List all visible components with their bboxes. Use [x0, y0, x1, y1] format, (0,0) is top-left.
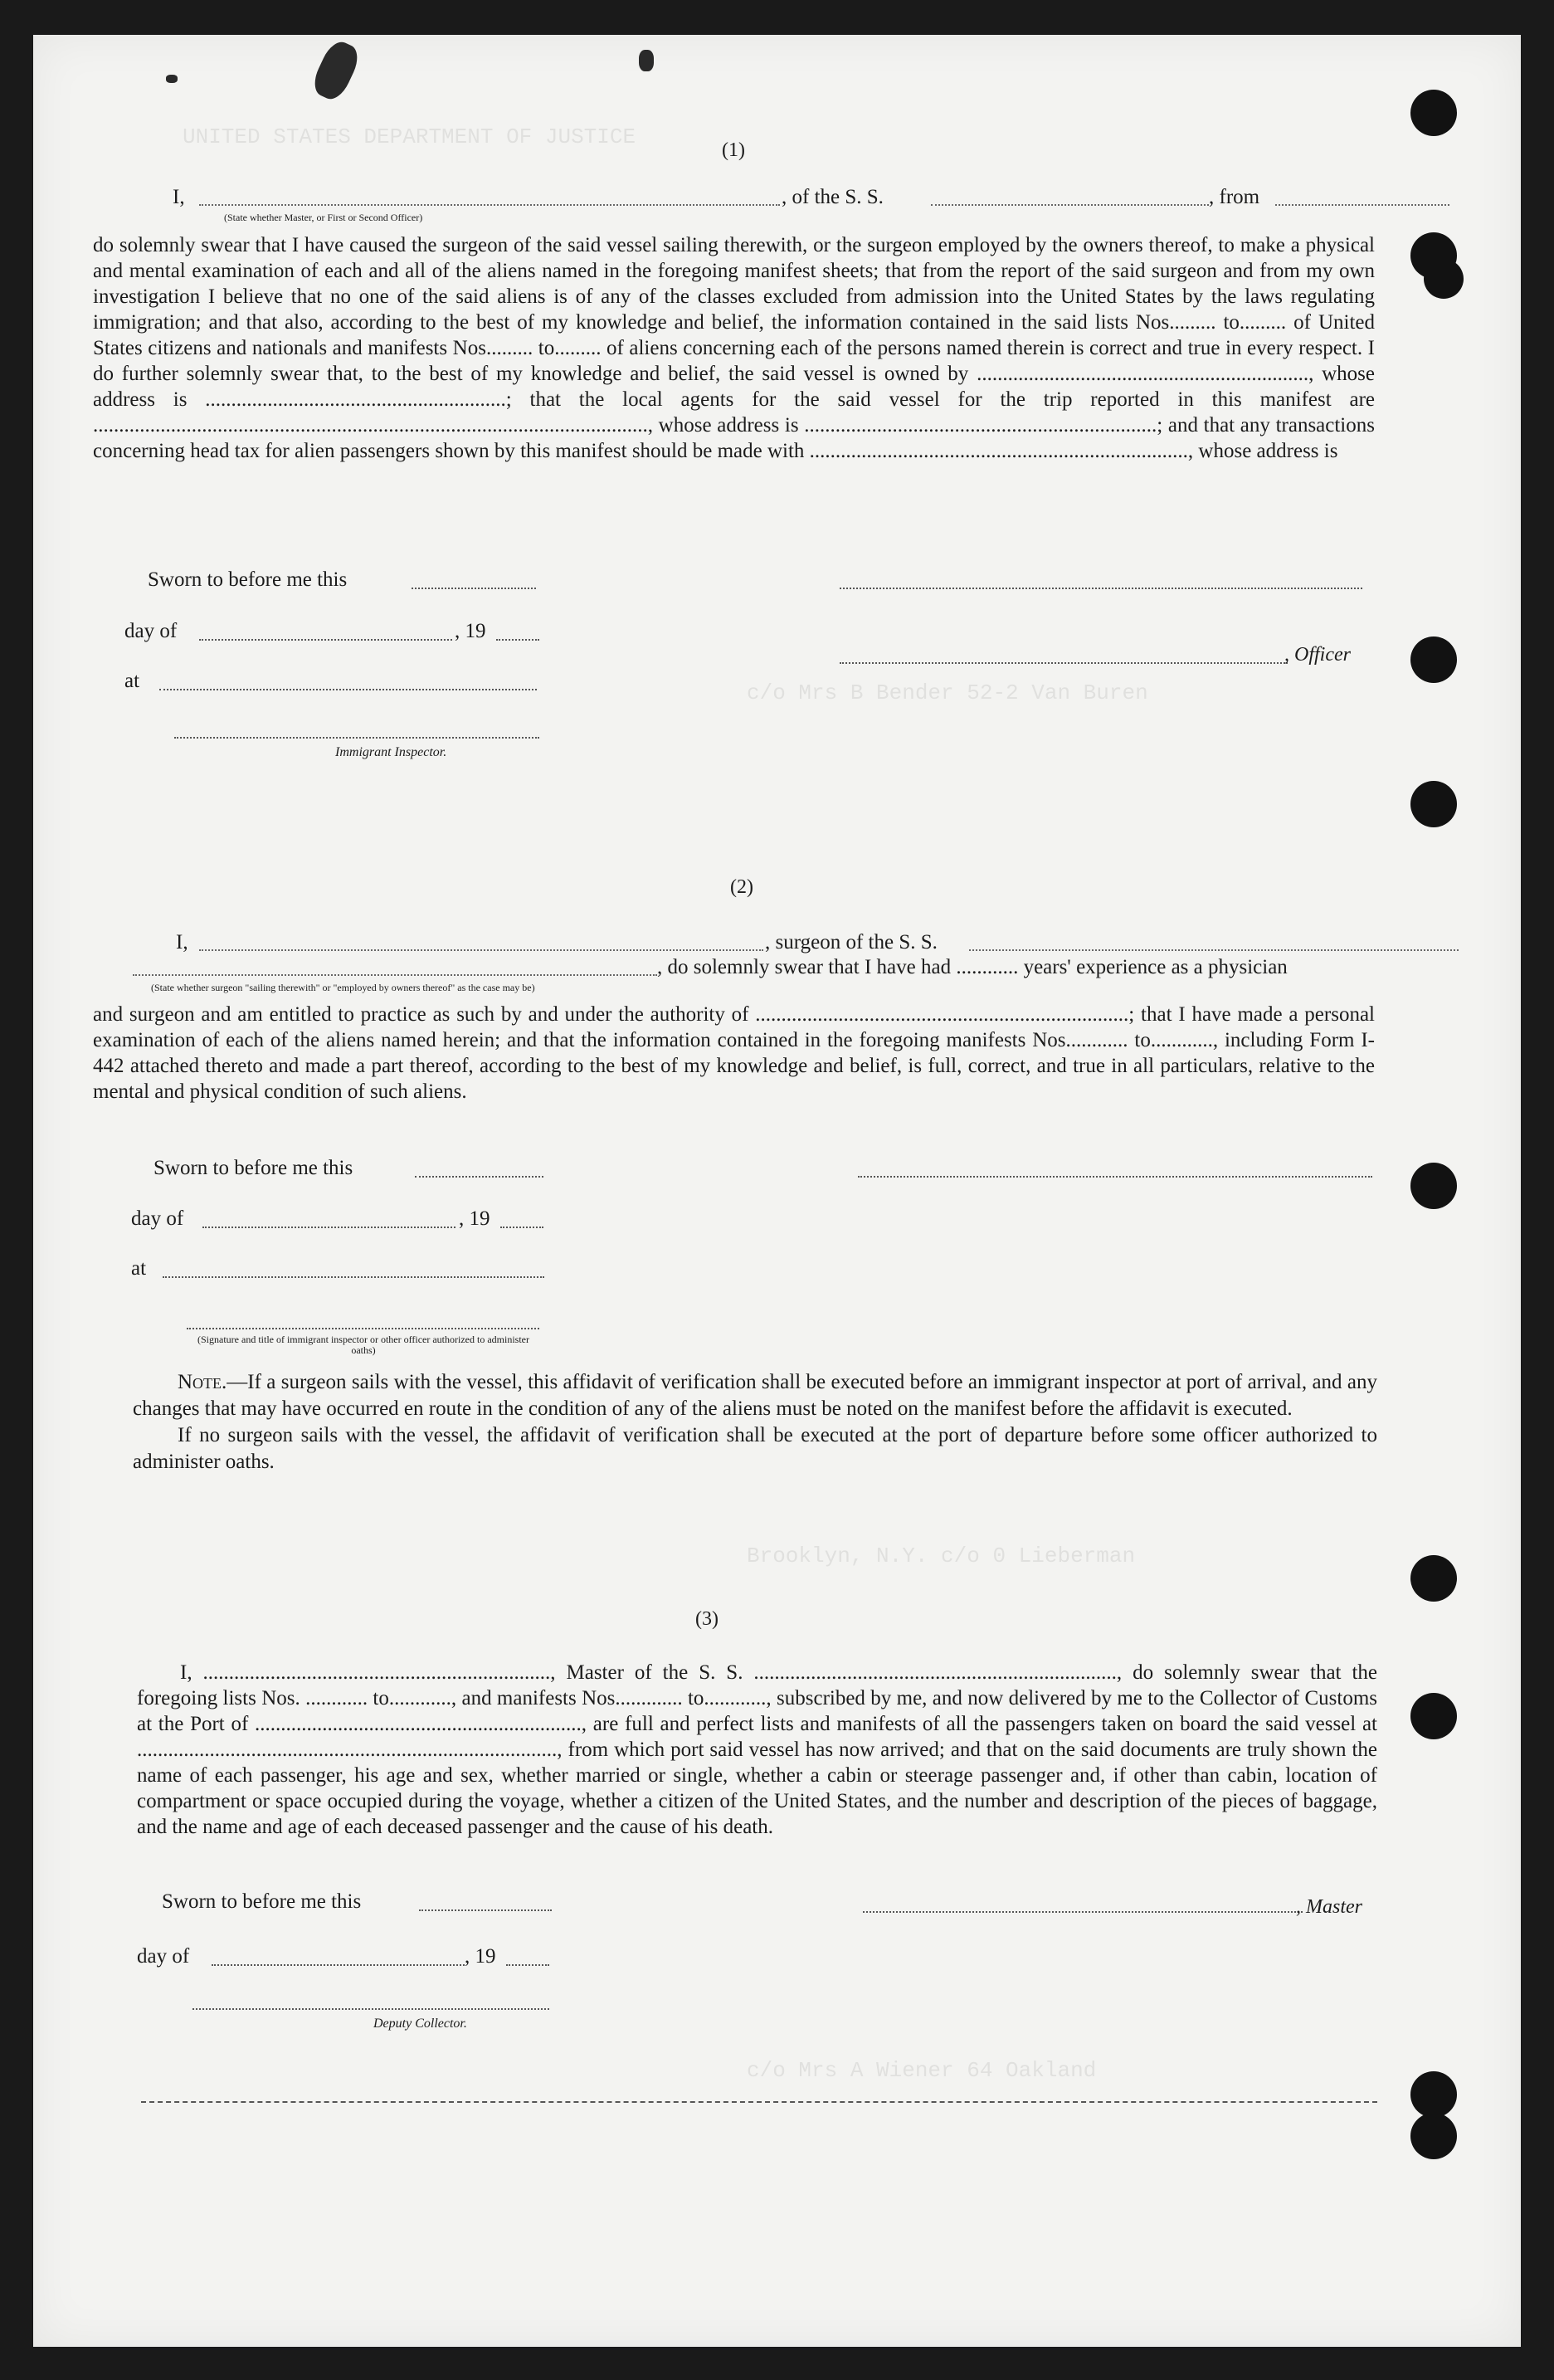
- ink-smudge: [639, 50, 654, 71]
- bleed-through-background: c/o Mrs A Wiener 64 Oakland: [747, 2058, 1097, 2083]
- year-label: , 19: [455, 620, 486, 642]
- section-number: (1): [722, 139, 745, 161]
- binder-hole: [1410, 1555, 1457, 1602]
- day-of-label: day of: [137, 1945, 190, 1968]
- oath-paragraph: and surgeon and am entitled to practice as such by and under the authority of ........................................................................; that I have made a personal examination of each of the aliens named herein; and that the information contained in the foregoing manifests Nos............ to............, including Form I-442 attached thereto and made a part thereof, according to the best of my knowledge and belief, is full, correct, and true in all particulars, relative to the mental and physical condition of such aliens.: [93, 1003, 1375, 1103]
- officer-signature-field[interactable]: [840, 588, 1362, 589]
- day-field[interactable]: [202, 1227, 455, 1228]
- at-place-field[interactable]: [163, 1276, 544, 1278]
- bleed-through-background: c/o Mrs B Bender 52-2 Van Buren: [747, 680, 1148, 705]
- binder-hole: [1410, 636, 1457, 683]
- signature-caption: (Signature and title of immigrant inspector or other officer authorized to administer oaths): [197, 1334, 529, 1356]
- sworn-date-field[interactable]: [412, 588, 536, 589]
- deputy-signature-field[interactable]: [192, 2008, 549, 2010]
- inspector-signature-field[interactable]: [187, 1328, 539, 1329]
- binder-hole: [1410, 1693, 1457, 1739]
- year-label: , 19: [465, 1945, 496, 1968]
- from-port-field[interactable]: [1275, 204, 1449, 206]
- officer-rank-note: (State whether Master, or First or Second Officer): [224, 212, 423, 223]
- bleed-through-background: UNITED STATES DEPARTMENT OF JUSTICE: [183, 124, 636, 149]
- officer-title-field[interactable]: [840, 662, 1288, 664]
- bleed-through-background: Brooklyn, N.Y. c/o 0 Lieberman: [747, 1544, 1136, 1568]
- year-field[interactable]: [496, 639, 539, 641]
- inspector-signature-field[interactable]: [174, 737, 539, 739]
- section-number: (3): [695, 1608, 719, 1630]
- from-label: , from: [1209, 186, 1260, 208]
- section2-oath-text: [93, 1002, 1375, 1105]
- binder-hole: [1424, 259, 1464, 299]
- binder-hole: [1410, 1163, 1457, 1209]
- note-block: [133, 1369, 1377, 1475]
- year-label: , 19: [459, 1207, 490, 1230]
- sworn-date-field[interactable]: [415, 1176, 543, 1178]
- day-field[interactable]: [199, 639, 452, 641]
- day-of-label: day of: [124, 620, 178, 642]
- at-place-field[interactable]: [159, 689, 537, 690]
- year-field[interactable]: [506, 1964, 549, 1966]
- surgeon-signature-field[interactable]: [858, 1176, 1372, 1178]
- master-label: , Master: [1296, 1896, 1362, 1918]
- bottom-divider: [141, 2101, 1377, 2103]
- binder-hole: [1410, 90, 1457, 136]
- at-label: at: [131, 1257, 147, 1280]
- binder-hole: [1410, 2113, 1457, 2159]
- day-field[interactable]: [212, 1964, 465, 1966]
- inspector-caption: Immigrant Inspector.: [335, 745, 447, 759]
- note-paragraph-1: [133, 1369, 1377, 1422]
- sworn-label-text: Sworn to before me this: [153, 1157, 353, 1179]
- ship-name-field[interactable]: [931, 204, 1209, 206]
- oath-paragraph: I, ..................................................................., Master of the S. S. ......................................................................, do solemnly swear that the foregoing lists Nos. ............ to............, and manifests Nos............. to............, subscribed by me, and now delivered by me to the Collector of Customs at the Port of ..............................................................., are full and perfect lists and manifests of all the passengers taken on board the said vessel at ................................................................................., from which port said vessel has now arrived; and that on the said documents are truly shown the name of each passenger, his age and sex, whether married or single, whether a cabin or steerage passenger and, if other than cabin, location of compartment or space occupied during the voyage, whether a citizen of the United States, and the number and description of the pieces of baggage, and the name and age of each deceased passenger and the cause of his death.: [137, 1661, 1377, 1838]
- at-label: at: [124, 670, 140, 692]
- oath-paragraph: do solemnly swear that I have caused the surgeon of the said vessel sailing therewith, or the surgeon employed by the owners thereof, to make a physical and mental examination of each and all of the aliens named in the foregoing manifest sheets; that from the report of the said surgeon and from my own investigation I believe that no one of the said aliens is of any of the classes excluded from admission into the United States by the laws regulating immigration; and that also, according to the best of my knowledge and belief, the information contained in the said lists Nos......... to......... of United States citizens and nationals and manifests Nos......... to......... of aliens concerning each of the persons named therein is correct and true in every respect. I do further solemnly swear that, to the best of my knowledge and belief, the said vessel is owned by ................................................................, whose address is ..........................................................; that the local agents for the said vessel for the trip reported in this manifest are ..........................................................................................................., whose address is ....................................................................; and that any transactions concerning head tax for alien passengers shown by this manifest should be made with ........................................................................., whose address is: [93, 234, 1375, 462]
- master-signature-field[interactable]: [863, 1911, 1303, 1913]
- section1-oath-text: [93, 232, 1375, 464]
- section3-oath-text: [137, 1660, 1377, 1840]
- day-of-label: day of: [131, 1207, 184, 1230]
- oath-i: I,: [176, 931, 188, 953]
- note-paragraph-2: If no surgeon sails with the vessel, the affidavit of verification shall be executed at the port of departure before some officer authorized to administer oaths.: [133, 1424, 1377, 1473]
- note-label: Note.: [178, 1371, 227, 1393]
- section-number: (2): [730, 876, 753, 898]
- surgeon-status-note: (State whether surgeon "sailing therewith" or "employed by owners thereof" as the case may be): [151, 982, 535, 993]
- years-experience-text: , do solemnly swear that I have had ............ years' experience as a physician: [657, 956, 1288, 978]
- sworn-label-text: Sworn to before me this: [148, 568, 348, 591]
- oath-i: I,: [173, 186, 185, 208]
- surgeon-of-ss-label: , surgeon of the S. S.: [765, 931, 938, 953]
- officer-name-field[interactable]: [199, 204, 780, 206]
- sworn-label-text: Sworn to before me this: [162, 1890, 362, 1913]
- binder-hole: [1410, 2071, 1457, 2118]
- deputy-caption: Deputy Collector.: [373, 2017, 467, 2031]
- surgeon-name-field[interactable]: [199, 949, 763, 951]
- year-field[interactable]: [500, 1227, 543, 1228]
- of-ss-label: , of the S. S.: [782, 186, 884, 208]
- sworn-date-field[interactable]: [419, 1909, 552, 1911]
- officer-label: , Officer: [1284, 644, 1351, 666]
- surgeon-status-field[interactable]: [133, 974, 657, 976]
- binder-hole: [1410, 781, 1457, 827]
- ink-smudge: [166, 75, 178, 83]
- note-text-1: —If a surgeon sails with the vessel, this affidavit of verification shall be executed before an immigrant inspector at port of arrival, and any changes that may have occurred en route in the condition of any of the aliens must be noted on the manifest before the affidavit is executed.: [133, 1371, 1377, 1420]
- surgeon-ship-field[interactable]: [969, 949, 1459, 951]
